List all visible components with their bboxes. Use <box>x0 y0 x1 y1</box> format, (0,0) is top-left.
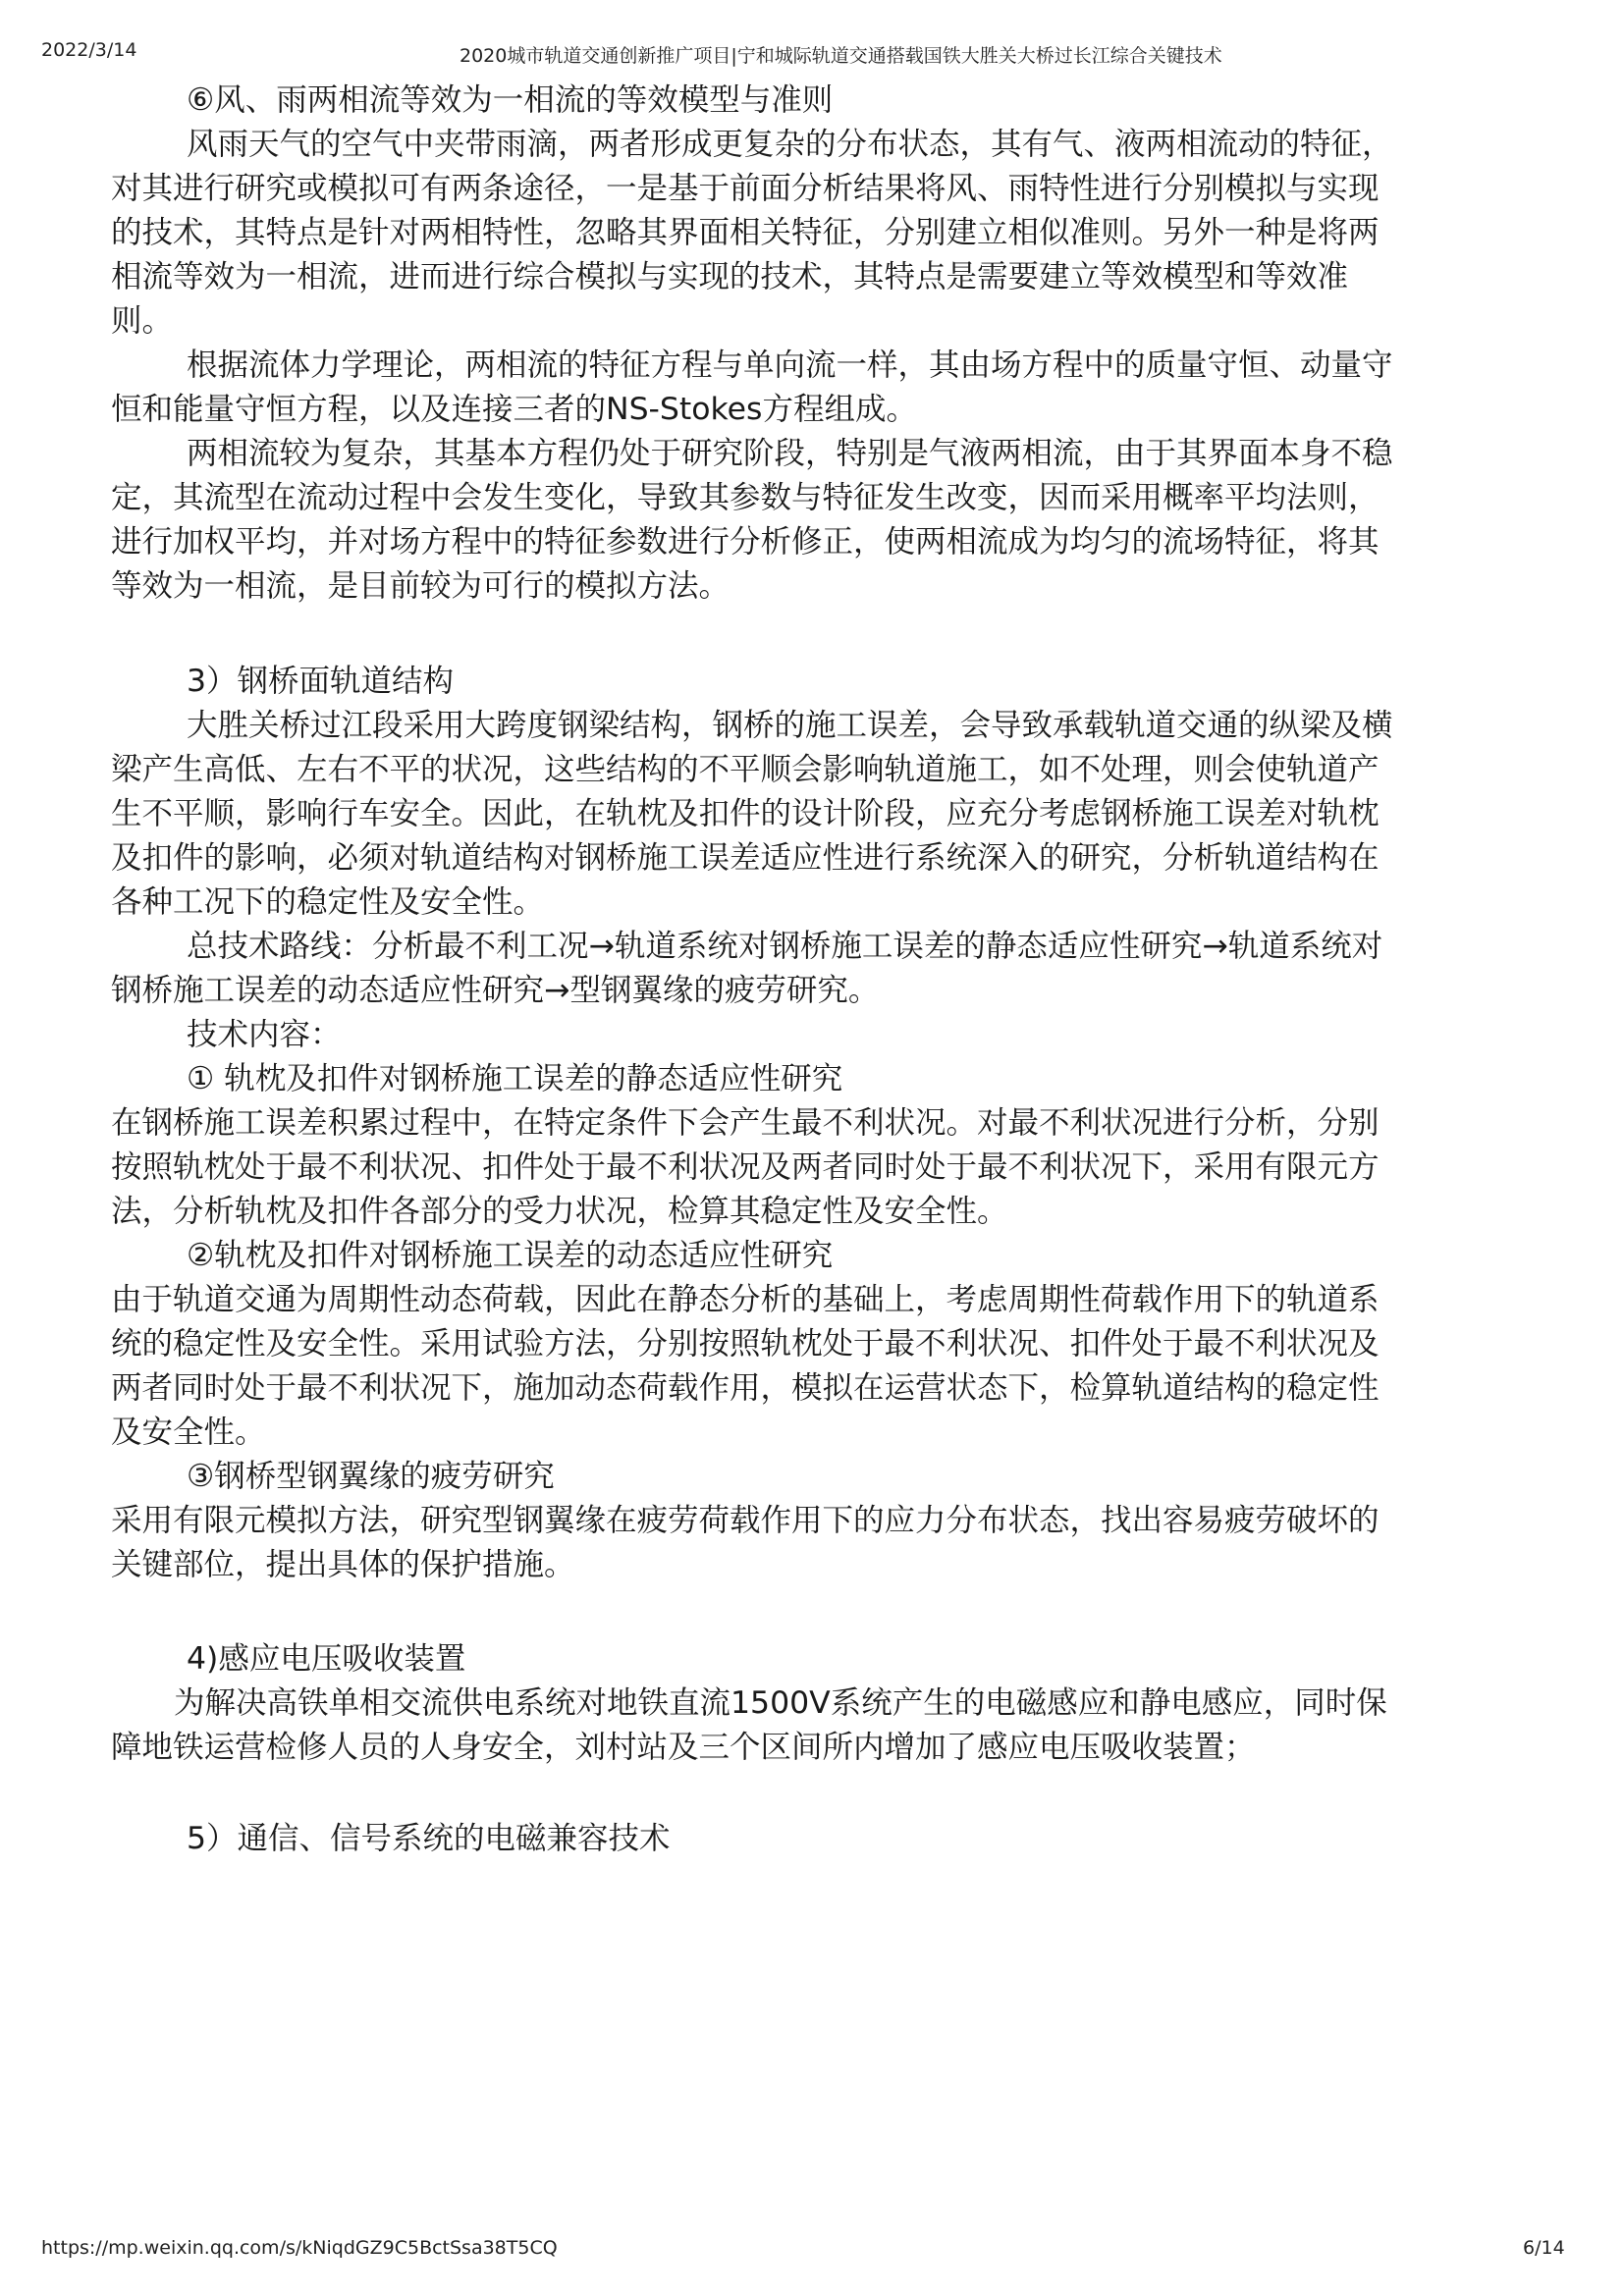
paragraph-line: 总技术路线：分析最不利工况→轨道系统对钢桥施工误差的静态适应性研究→轨道系统对 <box>187 929 1383 964</box>
paragraph-line: 风雨天气的空气中夹带雨滴，两者形成更复杂的分布状态，其有气、液两相流动的特征， <box>187 127 1393 162</box>
blank-line <box>111 1587 1525 1637</box>
section-heading-voltage-absorption: 4)感应电压吸收装置 <box>187 1641 466 1677</box>
page-url: https://mp.weixin.qq.com/s/kNiqdGZ9C5BctSsa38T5CQ <box>41 2237 558 2259</box>
subheading-tech-content: 技术内容： <box>187 1017 342 1052</box>
paragraph-line: 相流等效为一相流，进而进行综合模拟与实现的技术，其特点是需要建立等效模型和等效准 <box>111 259 1349 294</box>
blank-line <box>111 609 1525 660</box>
paragraph-line: 在钢桥施工误差积累过程中，在特定条件下会产生最不利状况。对最不利状况进行分析，分别 <box>111 1105 1380 1141</box>
paragraph-line: 的技术，其特点是针对两相特性，忽略其界面相关特征，分别建立相似准则。另外一种是将两 <box>111 215 1380 250</box>
subheading-fatigue: ③钢桥型钢翼缘的疲劳研究 <box>187 1459 555 1494</box>
paragraph-line: 大胜关桥过江段采用大跨度钢梁结构，钢桥的施工误差，会导致承载轨道交通的纵梁及横 <box>187 708 1393 743</box>
paragraph-line: 由于轨道交通为周期性动态荷载，因此在静态分析的基础上，考虑周期性荷载作用下的轨道系 <box>111 1282 1380 1317</box>
paragraph-line: 两者同时处于最不利状况下，施加动态荷载作用，模拟在运营状态下，检算轨道结构的稳定性 <box>111 1370 1380 1406</box>
paragraph-line: 法，分析轨枕及扣件各部分的受力状况，检算其稳定性及安全性。 <box>111 1194 1008 1229</box>
subheading-dynamic: ②轨枕及扣件对钢桥施工误差的动态适应性研究 <box>187 1238 834 1273</box>
document-body <box>111 79 1525 1861</box>
paragraph-line: 及扣件的影响，必须对轨道结构对钢桥施工误差适应性进行系统深入的研究，分析轨道结构在 <box>111 840 1380 876</box>
paragraph-line: 恒和能量守恒方程，以及连接三者的NS-Stokes方程组成。 <box>111 392 917 427</box>
subheading-wind-rain: ⑥风、雨两相流等效为一相流的等效模型与准则 <box>187 82 834 118</box>
print-date: 2022/3/14 <box>41 39 137 61</box>
paragraph-line: 梁产生高低、左右不平的状况，这些结构的不平顺会影响轨道施工，如不处理，则会使轨道产 <box>111 752 1380 787</box>
paragraph-line: 及安全性。 <box>111 1415 266 1450</box>
paragraph-line: 等效为一相流，是目前较为可行的模拟方法。 <box>111 568 730 604</box>
paragraph-line: 则。 <box>111 303 174 339</box>
paragraph-line: 采用有限元模拟方法，研究型钢翼缘在疲劳荷载作用下的应力分布状态，找出容易疲劳破坏的 <box>111 1503 1380 1538</box>
page-number: 6/14 <box>1523 2237 1565 2259</box>
paragraph-line: 统的稳定性及安全性。采用试验方法，分别按照轨枕处于最不利状况、扣件处于最不利状况及 <box>111 1326 1380 1362</box>
section-heading-emc: 5）通信、信号系统的电磁兼容技术 <box>187 1821 671 1856</box>
paragraph-line: 为解决高铁单相交流供电系统对地铁直流1500V系统产生的电磁感应和静电感应，同时保 <box>174 1685 1387 1721</box>
paragraph-line: 定，其流型在流动过程中会发生变化，导致其参数与特征发生改变，因而采用概率平均法则， <box>111 480 1380 515</box>
paragraph-line: 关键部位，提出具体的保护措施。 <box>111 1547 575 1582</box>
paragraph-line: 障地铁运营检修人员的人身安全，刘村站及三个区间所内增加了感应电压吸收装置； <box>111 1730 1256 1765</box>
page-header-title: 2020城市轨道交通创新推广项目|宁和城际轨道交通搭载国铁大胜关大桥过长江综合关键技术 <box>460 45 1222 67</box>
paragraph-line: 两相流较为复杂，其基本方程仍处于研究阶段，特别是气液两相流，由于其界面本身不稳 <box>187 436 1393 471</box>
paragraph-line: 根据流体力学理论，两相流的特征方程与单向流一样，其由场方程中的质量守恒、动量守 <box>187 347 1393 383</box>
paragraph-line: 对其进行研究或模拟可有两条途径，一是基于前面分析结果将风、雨特性进行分别模拟与实现 <box>111 171 1380 206</box>
paragraph-line: 钢桥施工误差的动态适应性研究→型钢翼缘的疲劳研究。 <box>111 973 880 1008</box>
paragraph-line: 生不平顺，影响行车安全。因此，在轨枕及扣件的设计阶段，应充分考虑钢桥施工误差对轨枕 <box>111 796 1380 831</box>
paragraph-line: 按照轨枕处于最不利状况、扣件处于最不利状况及两者同时处于最不利状况下，采用有限元方 <box>111 1149 1380 1185</box>
section-heading-steel-deck-track: 3）钢桥面轨道结构 <box>187 664 455 699</box>
paragraph-line: 进行加权平均，并对场方程中的特征参数进行分析修正，使两相流成为均匀的流场特征，将其 <box>111 524 1380 560</box>
subheading-static: ① 轨枕及扣件对钢桥施工误差的静态适应性研究 <box>187 1061 843 1096</box>
blank-line <box>111 1770 1525 1817</box>
paragraph-line: 各种工况下的稳定性及安全性。 <box>111 884 545 920</box>
